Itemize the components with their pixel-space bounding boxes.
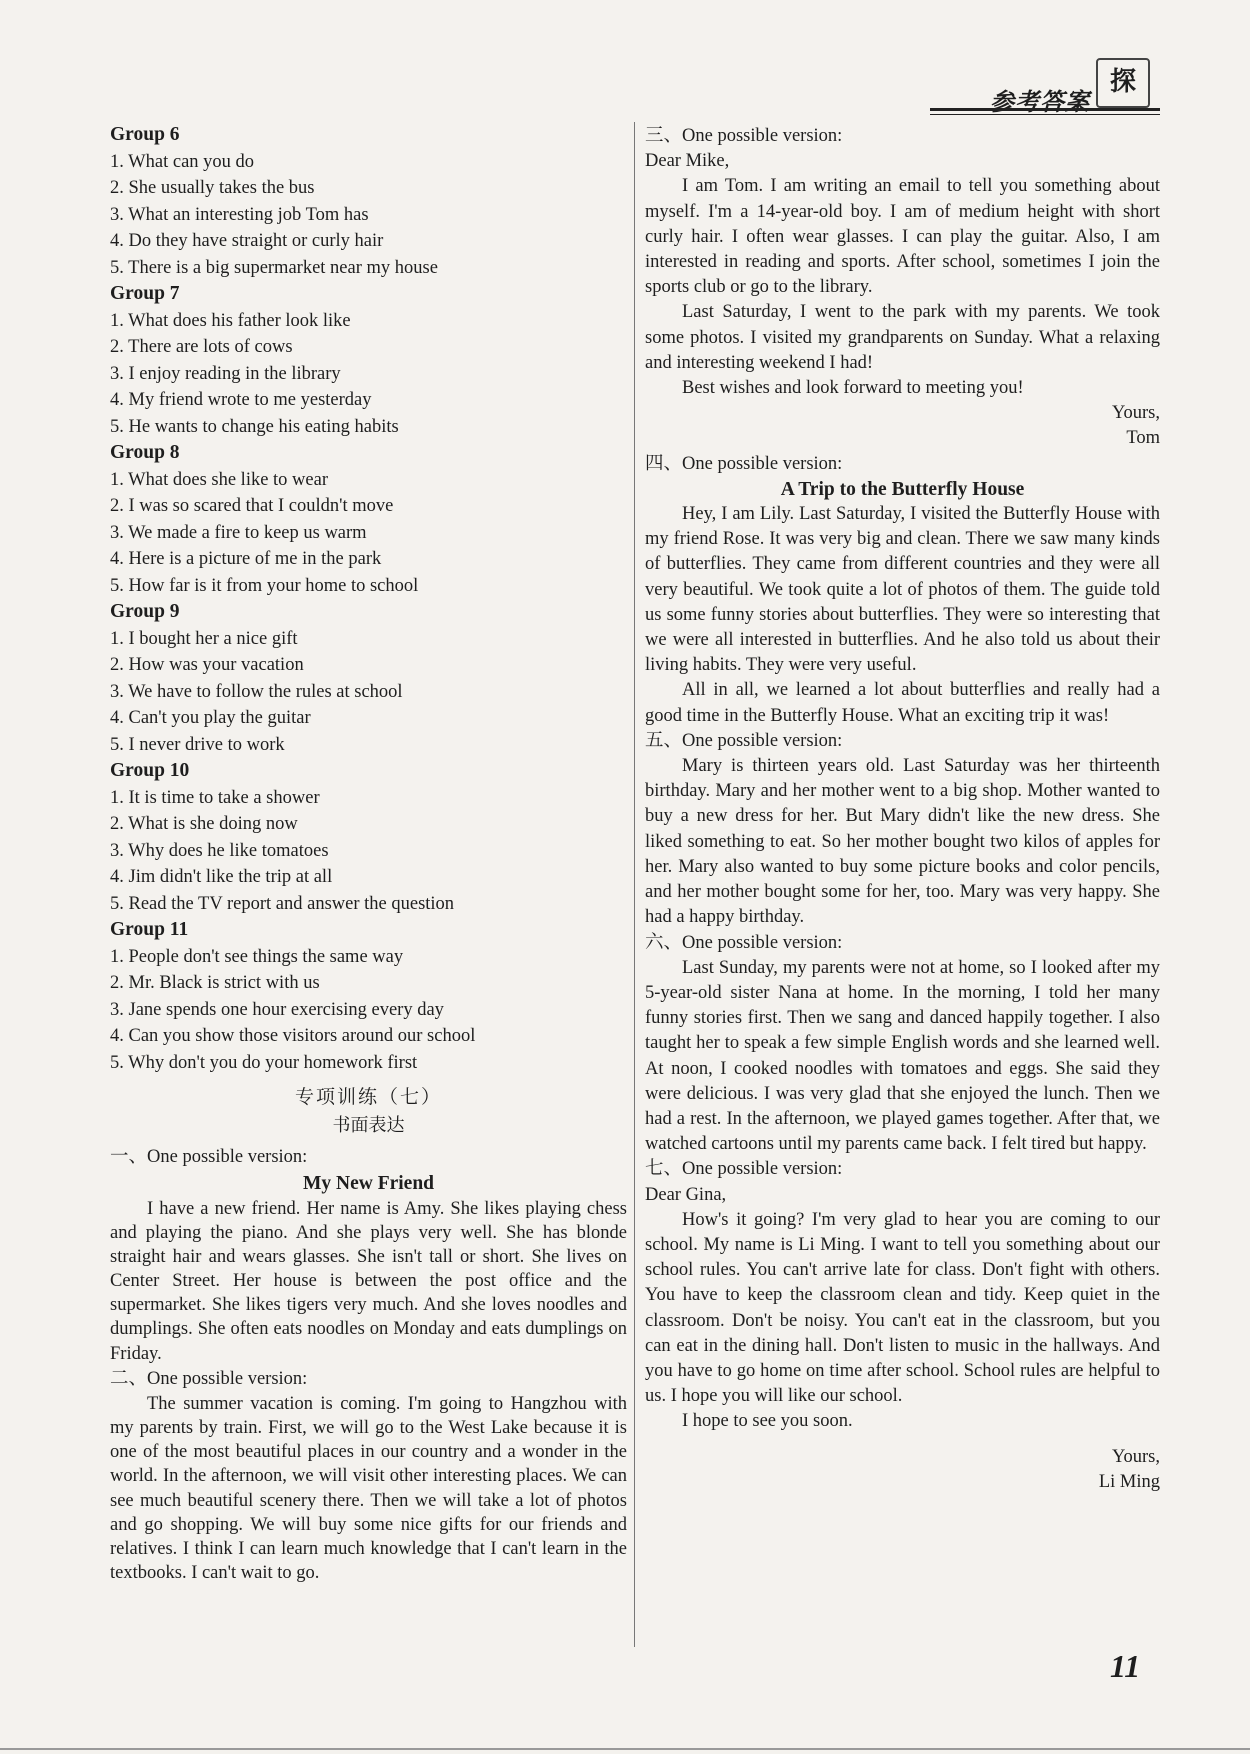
part7-greeting: Dear Gina, <box>645 1184 727 1205</box>
answer-item: 3. We have to follow the rules at school <box>110 681 403 702</box>
part1-label: 一、One possible version: <box>110 1147 308 1167</box>
part3-closing: Yours, <box>1112 403 1160 424</box>
page-number: 11 <box>1110 1648 1141 1684</box>
part3-signature: Tom <box>1126 428 1160 449</box>
answer-item: 3. We made a fire to keep us warm <box>110 522 367 543</box>
answer-item: 1. People don't see things the same way <box>110 946 404 967</box>
answer-item: 3. Why does he like tomatoes <box>110 840 329 861</box>
answer-item: 1. What does his father look like <box>110 310 351 331</box>
part3-paragraph-3: Best wishes and look forward to meeting you! <box>682 378 1024 399</box>
part3-greeting: Dear Mike, <box>645 151 730 172</box>
answer-item: 4. Here is a picture of me in the park <box>110 549 382 569</box>
part5-label: 五、One possible version: <box>645 730 843 751</box>
answer-item: 1. What does she like to wear <box>110 469 328 490</box>
group-title: Group 8 <box>110 442 180 463</box>
part4-title: A Trip to the Butterfly House <box>780 478 1025 500</box>
answer-item: 3. Jane spends one hour exercising every day <box>110 999 444 1020</box>
answer-item: 5. I never drive to work <box>110 734 285 755</box>
answer-item: 4. Can't you play the guitar <box>110 708 311 728</box>
part7-paragraph-2: I hope to see you soon. <box>682 1411 853 1432</box>
section-title: 专项训练（七） <box>294 1086 442 1108</box>
column-divider <box>634 122 635 1647</box>
part6-paragraph-1: Last Sunday, my parents were not at home, so I looked after my 5-year-old sister Nana at home. In the morning, I told her many funny stories first. Then we sang and danced happily together. I also taught her to speak a few simple English words and she learned well. At noon, I cooked noodles with tomatoes and eggs. She said they were delicious. I was very glad that she enjoyed the lunch. Then we had a rest. In the afternoon, we played games together. After that, we watched cartoons until my parents came back. I felt tired but happy. <box>645 957 1160 1155</box>
part1-text: I have a new friend. Her name is Amy. She likes playing chess and playing the piano. And she plays very well. She has blonde straight hair and wears glasses. She isn't tall or short. She lives on Center Street. Her house is between the post office and the supermarket. She likes tigers very much. And she loves noodles and dumplings. She often eats noodles on Monday and eats dumplings on Friday. <box>110 1199 627 1364</box>
part1-title: My New Friend <box>302 1172 435 1194</box>
answer-item: 1. It is time to take a shower <box>110 787 320 808</box>
answer-item: 2. How was your vacation <box>110 655 304 675</box>
part4-paragraph-2: All in all, we learned a lot about butterflies and really had a good time in the Butterfly House. What an exciting trip it was! <box>645 680 1160 726</box>
page-bottom-edge <box>0 1748 1250 1750</box>
answer-item: 4. Do they have straight or curly hair <box>110 231 384 251</box>
part4-paragraph-1: Hey, I am Lily. Last Saturday, I visited the Butterfly House with my friend Rose. It was very big and clean. There we saw many kinds of butterflies. They came from different countries and they were all very beautiful. We took quite a lot of photos of them. The guide told us some funny stories about butterflies. They were so interesting that we were all interested in butterflies. And he also told us about their living habits. They were very useful. <box>645 504 1160 676</box>
answer-item: 2. She usually takes the bus <box>110 178 315 198</box>
group-title: Group 9 <box>110 601 180 622</box>
group-title: Group 10 <box>110 760 190 781</box>
answer-item: 1. What can you do <box>110 151 255 172</box>
section-subtitle: 书面表达 <box>332 1115 405 1136</box>
part7-paragraph-1: How's it going? I'm very glad to hear you are coming to our school. My name is Li Ming. I want to tell you something about our school rules. You can't arrive late for class. Don't fight with others. You have to keep the classroom clean and tidy. Keep quiet in the classroom. Don't be noisy. You can't eat in the classroom, but you can eat in the dining hall. Don't listen to music in the hallways. And you have to go home on time after school. School rules are helpful to us. I hope you will like our school. <box>645 1209 1160 1407</box>
left-column <box>110 122 627 1585</box>
answer-item: 2. What is she doing now <box>110 814 298 834</box>
group-title: Group 7 <box>110 283 180 304</box>
answer-item: 1. I bought her a nice gift <box>110 628 298 649</box>
part5-paragraph-1: Mary is thirteen years old. Last Saturday was her thirteenth birthday. Mary and her mother went to a big shop. Mother wanted to buy a new dress for her. But Mary didn't like the new dress. She liked something to eat. So her mother bought two kilos of apples for her. Mary also wanted to buy some picture books and color pencils, and her mother bought some for her, too. Mary was very happy. She had a happy birthday. <box>645 756 1160 928</box>
answer-item: 2. I was so scared that I couldn't move <box>110 496 394 516</box>
answer-item: 3. What an interesting job Tom has <box>110 204 369 225</box>
part7-signature: Li Ming <box>1098 1471 1160 1492</box>
answer-item: 4. My friend wrote to me yesterday <box>110 390 372 410</box>
part4-label: 四、One possible version: <box>645 453 843 474</box>
header-rule <box>930 108 1160 111</box>
answer-item: 4. Can you show those visitors around our school <box>110 1026 476 1046</box>
header-rule-thin <box>930 114 1160 115</box>
part3-paragraph-1: I am Tom. I am writing an email to tell you something about myself. I'm a 14-year-old boy. I am of medium height with short curly hair. I often wear glasses. I can play the guitar. Also, I am interested in reading and sports. After school, sometimes I join the sports club or go to the library. <box>645 176 1160 298</box>
part3-paragraph-2: Last Saturday, I went to the park with my parents. We took some photos. I visited my grandparents on Sunday. What a relaxing and interesting weekend I had! <box>645 302 1160 373</box>
answer-item: 4. Jim didn't like the trip at all <box>110 867 333 887</box>
part6-label: 六、One possible version: <box>645 932 843 953</box>
header-title: 参考答案 <box>990 90 1090 116</box>
group-title: Group 6 <box>110 124 180 145</box>
answer-item: 5. Why don't you do your homework first <box>110 1052 418 1073</box>
part2-label: 二、One possible version: <box>110 1368 308 1389</box>
answer-item: 2. Mr. Black is strict with us <box>110 973 320 993</box>
part3-label: 三、One possible version: <box>645 126 843 146</box>
group-title: Group 11 <box>110 919 189 940</box>
answer-item: 2. There are lots of cows <box>110 337 293 357</box>
part2-text: The summer vacation is coming. I'm going to Hangzhou with my parents by train. First, we will go to the West Lake because it is one of the most beautiful places in our country and a wonder in the world. In the afternoon, we will visit other interesting places. We can see much beautiful scenery there. Then we will take a lot of photos and go shopping. We will buy some nice gifts for our friends and relatives. I think I can learn much knowledge that I can't learn in the textbooks. I can't wait to go. <box>110 1394 627 1583</box>
page-header <box>830 52 1160 116</box>
answer-item: 3. I enjoy reading in the library <box>110 363 341 384</box>
answer-groups <box>110 122 627 1076</box>
part7-closing: Yours, <box>1112 1446 1160 1467</box>
brand-logo-icon: 探 <box>1096 58 1150 108</box>
answer-item: 5. Read the TV report and answer the question <box>110 893 455 914</box>
part7-label: 七、One possible version: <box>645 1159 843 1180</box>
answer-item: 5. How far is it from your home to school <box>110 575 419 596</box>
answer-item: 5. There is a big supermarket near my house <box>110 257 438 278</box>
right-column <box>645 124 1160 1495</box>
answer-item: 5. He wants to change his eating habits <box>110 416 399 437</box>
